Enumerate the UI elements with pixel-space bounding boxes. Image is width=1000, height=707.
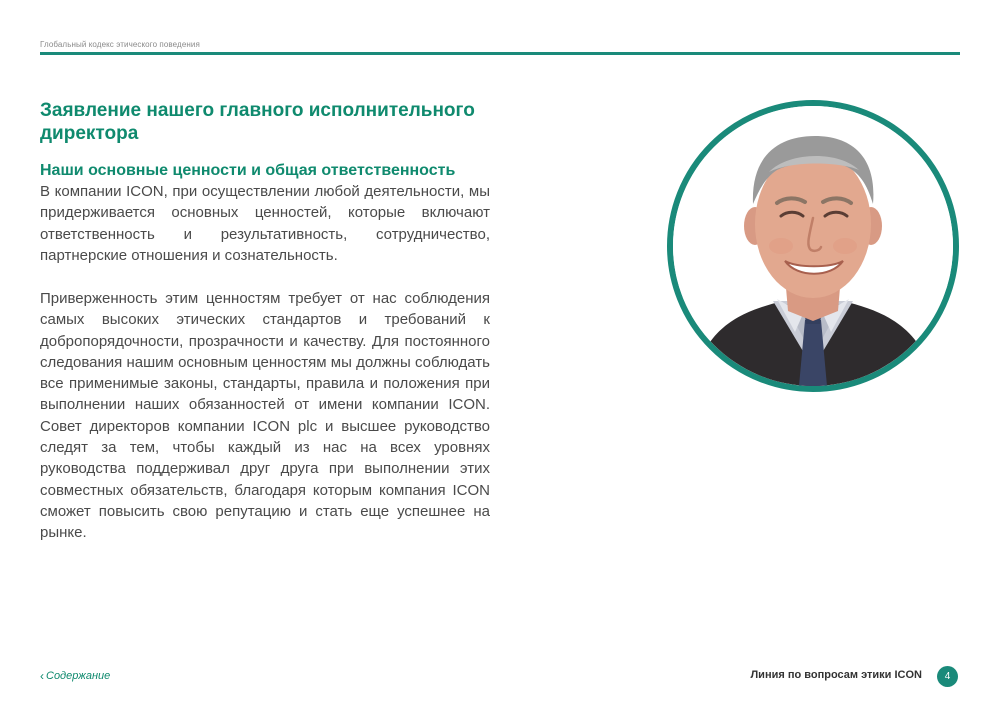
body-paragraph-1: В компании ICON, при осуществлении любой деятельности, мы придерживается основных ценностей, которые включают ответственность и результативность, сотрудничество, партнерские отношения и сознательность.	[40, 183, 490, 264]
chevron-left-icon: ‹	[40, 669, 44, 683]
ethics-hotline-link[interactable]: Линия по вопросам этики ICON	[750, 669, 922, 681]
table-of-contents-link[interactable]	[40, 670, 110, 682]
page-title: Заявление нашего главного исполнительного директора	[40, 100, 475, 144]
page-number-badge: 4	[937, 666, 958, 687]
ceo-portrait	[667, 100, 959, 392]
section-heading: Наши основные ценности и общая ответственность	[40, 162, 456, 179]
running-header: Глобальный кодекс этического поведения	[40, 40, 200, 49]
portrait-illustration	[673, 106, 953, 386]
body-paragraph-2: Приверженность этим ценностям требует от нас соблюдения самых высоких этических стандартов и требований к добропорядочности, прозрачности и качеству. Для постоянного следования нашим основным ценностям мы должны соблюдать все применимые законы, стандарты, правила и положения при выполнении наших обязанностей от имени компании ICON. Совет директоров компании ICON plc и высшее руководство следят за тем, чтобы каждый из нас на всех уровнях руководства поддерживал друг друга при выполнении этих совместных обязательств, благодаря которым компания ICON сможет повысить свою репутацию и стать еще успешнее на рынке.	[40, 290, 490, 542]
toc-link-label: Содержание	[46, 670, 111, 682]
header-divider	[40, 52, 960, 55]
